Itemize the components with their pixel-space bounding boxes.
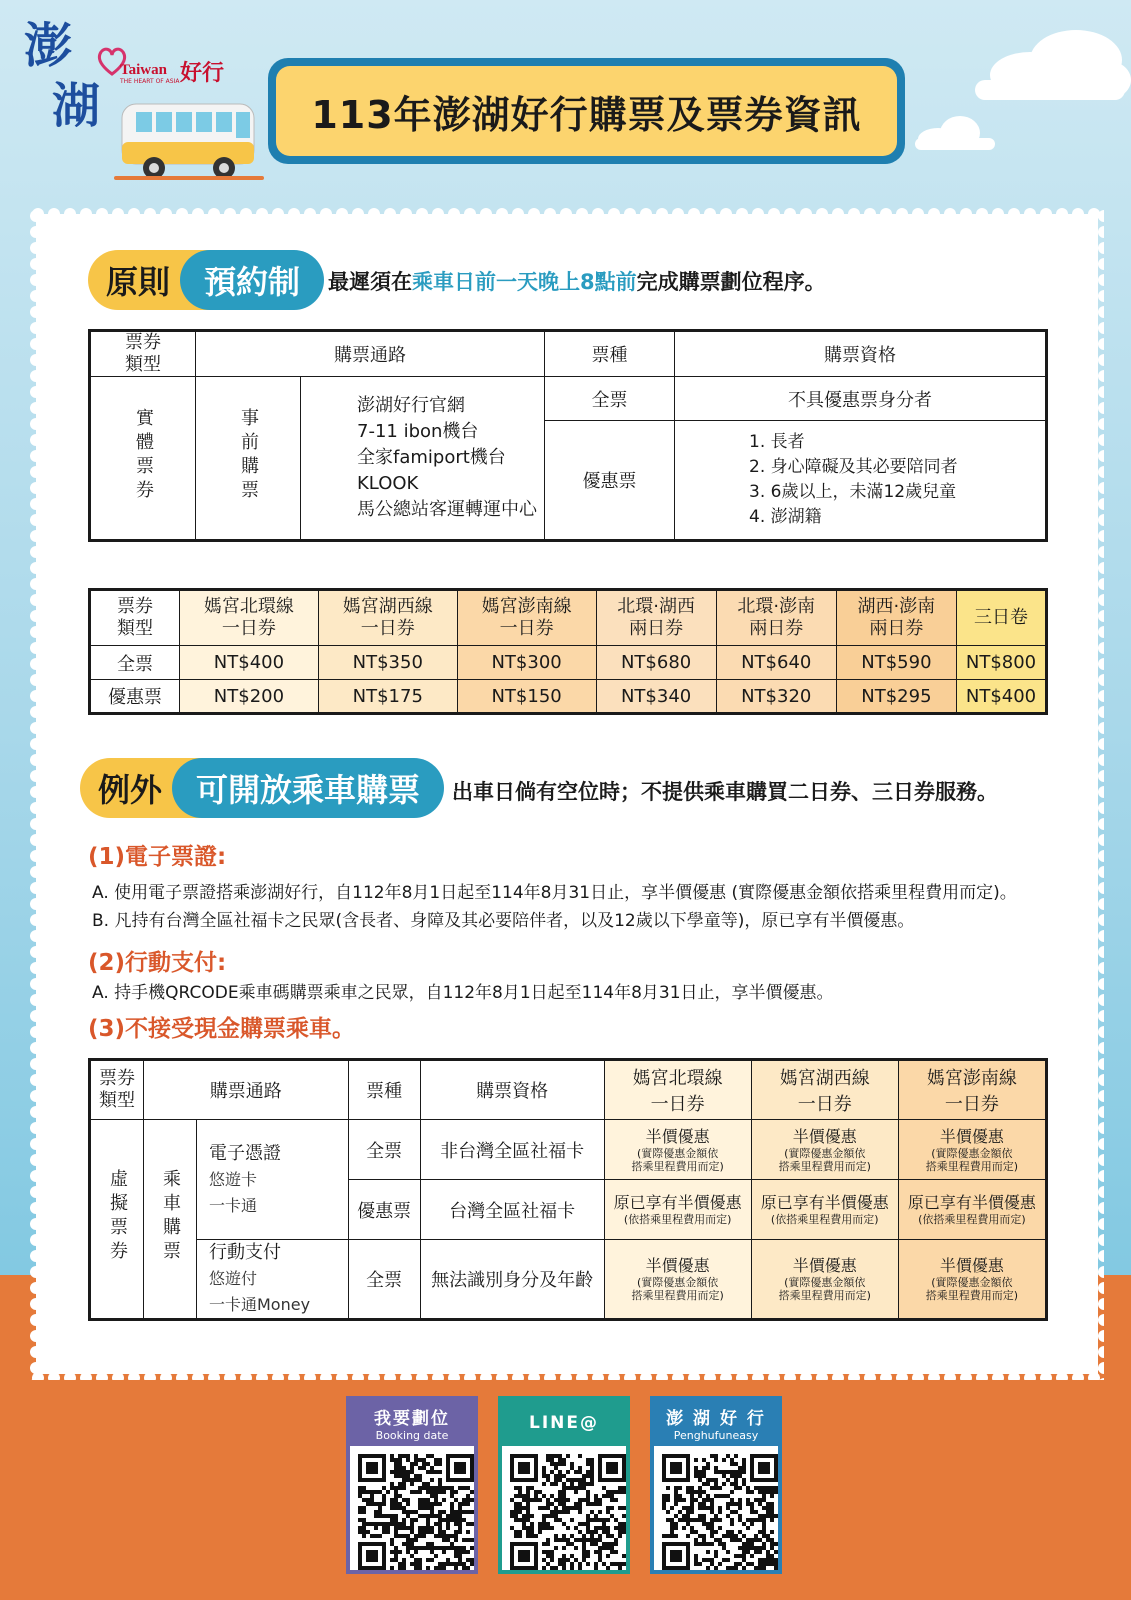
channel-e-ticket: 電子憑證 悠遊卡 一卡通	[197, 1120, 349, 1240]
th-eligibility: 購票資格	[675, 331, 1047, 377]
section-e-ticket-a: A. 使用電子票證搭乘澎湖好行，自112年8月1日起至114年8月31日止，享半價優惠 (實際優惠金額依搭乘里程費用而定)。	[92, 883, 1017, 903]
qr-booking[interactable]: 我要劃位 Booking date	[346, 1396, 478, 1574]
rule-label: 預約制	[180, 250, 324, 310]
page-title: 113年澎湖好行購票及票券資訊	[311, 92, 862, 137]
rule-tag: 原則	[88, 250, 220, 310]
th-ticket-type: 票券類型	[90, 590, 180, 646]
th-route: 北環·湖西 兩日券	[596, 590, 716, 646]
price-cell: NT$320	[716, 680, 836, 714]
taiwan-brand-sub: THE HEART OF ASIA	[120, 78, 180, 85]
price-cell: NT$340	[596, 680, 716, 714]
half-price-cell: 半價優惠 (實際優惠金額依 搭乘里程費用而定)	[604, 1120, 751, 1180]
virtual-ticket-table	[88, 1058, 1048, 1321]
r2-kind: 優惠票	[348, 1180, 420, 1240]
row-kind: 全票	[90, 646, 180, 680]
row-type-physical: 實體票券	[90, 377, 196, 541]
th-kind: 票種	[545, 331, 675, 377]
taiwan-brand: Taiwan	[120, 62, 167, 78]
th-route: 媽宮湖西線 一日券	[751, 1060, 898, 1120]
table-row	[90, 680, 1047, 714]
section-mobile-pay-a: A. 持手機QRCODE乘車碼購票乘車之民眾，自112年8月1日起至114年8月31日止，享半價優惠。	[92, 983, 834, 1003]
price-cell: NT$300	[457, 646, 596, 680]
logo-char-2: 湖	[52, 78, 101, 134]
price-cell: NT$640	[716, 646, 836, 680]
exception-tag: 例外	[80, 758, 212, 818]
row-kind: 優惠票	[90, 680, 180, 714]
price-cell: NT$295	[836, 680, 956, 714]
bus-icon	[114, 92, 264, 184]
rule-deadline: 乘車日前一天晚上8點前	[412, 270, 637, 294]
qr-penghu-easy[interactable]: 澎 湖 好 行 Penghufuneasy	[650, 1396, 782, 1574]
qr-line[interactable]: LINE@	[498, 1396, 630, 1574]
qr-code-icon	[662, 1454, 778, 1570]
section-mobile-pay-title: (2)行動支付:	[88, 950, 227, 976]
price-cell: NT$175	[318, 680, 457, 714]
discount-eligibility: 1. 長者 2. 身心障礙及其必要陪同者 3. 6歲以上，未滿12歲兒童 4. 澎湖籍	[675, 421, 1047, 541]
price-cell: NT$590	[836, 646, 956, 680]
exception-description: 出車日倘有空位時；不提供乘車購買二日券、三日券服務。	[452, 780, 998, 804]
full-kind: 全票	[545, 377, 675, 421]
r1-kind: 全票	[348, 1120, 420, 1180]
r1-eligibility: 非台灣全區社福卡	[420, 1120, 604, 1180]
row-sub-advance: 事前購票	[196, 377, 301, 541]
section-e-ticket-b: B. 凡持有台灣全區社福卡之民眾(含長者、身障及其必要陪伴者，以及12歲以下學童等)，原已享有半價優惠。	[92, 911, 915, 931]
section-e-ticket-title: (1)電子票證:	[88, 844, 227, 870]
th-route: 媽宮澎南線 一日券	[898, 1060, 1046, 1120]
purchase-channel-table	[88, 329, 1048, 542]
th-kind: 票種	[348, 1060, 420, 1120]
rule-description: 最遲須在乘車日前一天晚上8點前完成購票劃位程序。	[328, 270, 826, 294]
th-route: 媽宮北環線 一日券	[604, 1060, 751, 1120]
half-price-cell: 半價優惠 (實際優惠金額依 搭乘里程費用而定)	[751, 1120, 898, 1180]
orig-half-cell: 原已享有半價優惠 (依搭乘里程費用而定)	[898, 1180, 1046, 1240]
price-cell: NT$680	[596, 646, 716, 680]
th-eligibility: 購票資格	[420, 1060, 604, 1120]
price-cell: NT$800	[957, 646, 1047, 680]
r2-eligibility: 台灣全區社福卡	[420, 1180, 604, 1240]
th-ticket-type: 票券類型	[90, 1060, 144, 1120]
price-cell: NT$350	[318, 646, 457, 680]
exception-pill	[80, 758, 444, 818]
orig-half-cell: 原已享有半價優惠 (依搭乘里程費用而定)	[604, 1180, 751, 1240]
exception-label: 可開放乘車購票	[172, 758, 444, 818]
title-banner	[268, 58, 905, 164]
th-route: 媽宮澎南線 一日券	[457, 590, 596, 646]
th-route: 媽宮湖西線 一日券	[318, 590, 457, 646]
price-cell: NT$400	[957, 680, 1047, 714]
r3-kind: 全票	[348, 1240, 420, 1320]
r3-eligibility: 無法識別身分及年齡	[420, 1240, 604, 1320]
th-route: 北環·澎南 兩日券	[716, 590, 836, 646]
half-price-cell: 半價優惠 (實際優惠金額依 搭乘里程費用而定)	[751, 1240, 898, 1320]
rule-pill	[88, 250, 324, 310]
th-channel: 購票通路	[144, 1060, 349, 1120]
row-type-virtual: 虛擬票券	[90, 1120, 144, 1320]
channel-list: 澎湖好行官網 7-11 ibon機台 全家famiport機台 KLOOK 馬公總站客運轉運中心	[301, 377, 545, 541]
section-no-cash-title: (3)不接受現金購票乘車。	[88, 1016, 356, 1042]
logo-script: 好行	[180, 61, 225, 86]
th-channel: 購票通路	[196, 331, 545, 377]
discount-kind: 優惠票	[545, 421, 675, 541]
table-row	[90, 646, 1047, 680]
price-cell: NT$400	[180, 646, 319, 680]
half-price-cell: 半價優惠 (實際優惠金額依 搭乘里程費用而定)	[898, 1240, 1046, 1320]
price-cell: NT$200	[180, 680, 319, 714]
th-route: 湖西·澎南 兩日券	[836, 590, 956, 646]
logo-char-1: 澎	[24, 18, 73, 74]
orig-half-cell: 原已享有半價優惠 (依搭乘里程費用而定)	[751, 1180, 898, 1240]
half-price-cell: 半價優惠 (實際優惠金額依 搭乘里程費用而定)	[604, 1240, 751, 1320]
th-route: 媽宮北環線 一日券	[180, 590, 319, 646]
th-three-day: 三日卷	[957, 590, 1047, 646]
price-table	[88, 588, 1048, 715]
row-sub-onboard: 乘車購票	[144, 1120, 197, 1320]
th-ticket-type: 票券類型	[90, 331, 196, 377]
price-cell: NT$150	[457, 680, 596, 714]
qr-code-icon	[510, 1454, 626, 1570]
full-eligibility: 不具優惠票身分者	[675, 377, 1047, 421]
channel-mobile-pay: 行動支付 悠遊付 一卡通Money	[197, 1240, 349, 1320]
qr-code-icon	[358, 1454, 474, 1570]
penghu-logo	[22, 20, 252, 170]
half-price-cell: 半價優惠 (實際優惠金額依 搭乘里程費用而定)	[898, 1120, 1046, 1180]
